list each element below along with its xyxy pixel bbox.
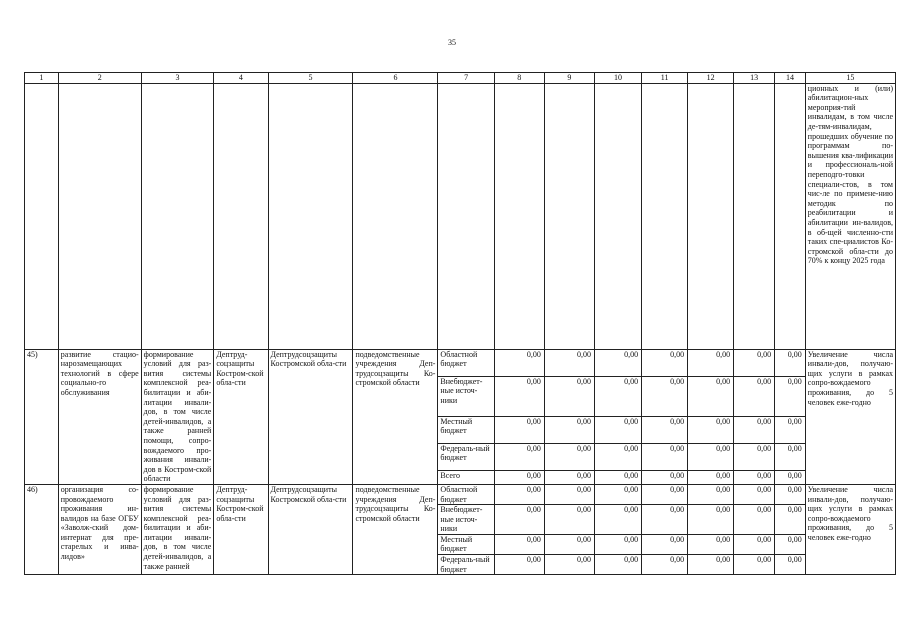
funding-value: 0,00	[688, 534, 734, 554]
funding-source: Местный бюджет	[438, 534, 494, 554]
continuation-row	[25, 83, 896, 349]
funding-value: 0,00	[594, 376, 641, 416]
funding-value: 0,00	[544, 470, 594, 484]
funding-source: Внебюджет-ные источ-ники	[438, 505, 494, 535]
funding-value: 0,00	[494, 555, 544, 575]
expected-result: Увеличение числа инвали-дов, получаю-щих услуги в рамках сопро-вождаемого проживания, до 5 человек еже-годно	[805, 484, 895, 574]
header-cell: 7	[438, 73, 494, 84]
header-cell: 6	[353, 73, 438, 84]
participants: подведомственные учреждения Деп-трудсоцзащиты Ко-стромской области	[353, 484, 438, 574]
funding-value: 0,00	[544, 484, 594, 504]
funding-value: 0,00	[544, 555, 594, 575]
funding-source: Областной бюджет	[438, 484, 494, 504]
header-cell: 13	[734, 73, 775, 84]
header-row	[25, 73, 896, 84]
funding-value: 0,00	[775, 484, 806, 504]
funding-value: 0,00	[594, 470, 641, 484]
funding-value: 0,00	[688, 376, 734, 416]
funding-value: 0,00	[734, 555, 775, 575]
measure-task: формирование условий для раз-вития системы комплексной реа-билитации и аби-литации инвали-дов, в том числе детей-инвалидов, а также ранней помощи, сопро-вождаемого про-живания инвали-дов в Костром-ской области	[141, 349, 214, 484]
funding-value: 0,00	[688, 416, 734, 443]
funding-value: 0,00	[494, 443, 544, 470]
funding-value: 0,00	[642, 484, 688, 504]
row-number: 46)	[25, 484, 59, 574]
funding-value: 0,00	[688, 470, 734, 484]
funding-value: 0,00	[775, 470, 806, 484]
funding-value: 0,00	[594, 484, 641, 504]
funding-value: 0,00	[642, 470, 688, 484]
row-number: 45)	[25, 349, 59, 484]
funding-value: 0,00	[594, 505, 641, 535]
funding-value: 0,00	[775, 555, 806, 575]
measure-name: развитие стацио-нарозамещающих технологий в сфере социально-го обслуживания	[58, 349, 141, 484]
funding-value: 0,00	[775, 416, 806, 443]
header-cell: 2	[58, 73, 141, 84]
funding-value: 0,00	[544, 534, 594, 554]
table-row	[25, 484, 896, 504]
executor: Дептруд-соцзащиты Костром-ской обла-сти	[214, 484, 268, 574]
header-cell: 10	[594, 73, 641, 84]
header-cell: 9	[544, 73, 594, 84]
funding-value: 0,00	[775, 505, 806, 535]
page-number: 35	[448, 38, 456, 47]
funding-value: 0,00	[594, 534, 641, 554]
participants: подведомственные учреждения Деп-трудсоцзащиты Ко-стромской области	[353, 349, 438, 484]
header-cell: 14	[775, 73, 806, 84]
funding-value: 0,00	[734, 534, 775, 554]
funding-value: 0,00	[494, 534, 544, 554]
funding-value: 0,00	[594, 416, 641, 443]
funding-value: 0,00	[642, 555, 688, 575]
funding-value: 0,00	[642, 376, 688, 416]
funding-value: 0,00	[642, 534, 688, 554]
result-continuation: ционных и (или) абилитацион-ных мероприя-тий инвалидам, в том числе де-тям-инвалидам, прошедших обучение по программам по-вышения ква-лификации и профессиональ-ной переподго-товки специали-стов, в том чис-ле по примене-нию методик по реабилитации и абилитации ин-валидов, в об-щей численно-сти таких спе-циалистов Ко-стромской обла-сти до 70% к концу 2025 года	[805, 83, 895, 349]
header-cell: 15	[805, 73, 895, 84]
header-cell: 8	[494, 73, 544, 84]
funding-value: 0,00	[494, 484, 544, 504]
funding-value: 0,00	[775, 376, 806, 416]
funding-value: 0,00	[734, 376, 775, 416]
executor: Дептруд-соцзащиты Костром-ской обла-сти	[214, 349, 268, 484]
funding-value: 0,00	[494, 376, 544, 416]
table-row	[25, 349, 896, 376]
measure-name: организация со-провождаемого проживания ин-валидов на базе ОГБУ «Заволж-ский дом-интернат для пре-старелых и инва-лидов»	[58, 484, 141, 574]
funding-value: 0,00	[642, 443, 688, 470]
funding-value: 0,00	[734, 349, 775, 376]
funding-source: Всего	[438, 470, 494, 484]
header-cell: 1	[25, 73, 59, 84]
funding-value: 0,00	[734, 416, 775, 443]
responsible: Дептрудсоцзащиты Костромской обла-сти	[268, 349, 353, 484]
funding-value: 0,00	[688, 443, 734, 470]
funding-value: 0,00	[734, 505, 775, 535]
funding-value: 0,00	[775, 443, 806, 470]
funding-value: 0,00	[734, 470, 775, 484]
funding-value: 0,00	[688, 349, 734, 376]
program-table	[24, 72, 896, 575]
funding-value: 0,00	[688, 505, 734, 535]
funding-value: 0,00	[642, 505, 688, 535]
funding-value: 0,00	[594, 349, 641, 376]
funding-value: 0,00	[544, 376, 594, 416]
funding-source: Внебюджет-ные источ-ники	[438, 376, 494, 416]
expected-result: Увеличение числа инвали-дов, получаю-щих услуги в рамках сопро-вождаемого проживания, до 5 человек еже-годно	[805, 349, 895, 484]
funding-value: 0,00	[734, 443, 775, 470]
funding-value: 0,00	[642, 349, 688, 376]
funding-value: 0,00	[688, 484, 734, 504]
funding-value: 0,00	[494, 349, 544, 376]
funding-value: 0,00	[688, 555, 734, 575]
responsible: Дептрудсоцзащиты Костромской обла-сти	[268, 484, 353, 574]
header-cell: 11	[642, 73, 688, 84]
funding-value: 0,00	[544, 416, 594, 443]
funding-value: 0,00	[544, 505, 594, 535]
header-cell: 3	[141, 73, 214, 84]
funding-value: 0,00	[642, 416, 688, 443]
header-cell: 4	[214, 73, 268, 84]
funding-value: 0,00	[544, 443, 594, 470]
header-cell: 12	[688, 73, 734, 84]
funding-value: 0,00	[775, 534, 806, 554]
funding-source: Федераль-ный бюджет	[438, 555, 494, 575]
funding-value: 0,00	[494, 470, 544, 484]
funding-source: Местный бюджет	[438, 416, 494, 443]
funding-value: 0,00	[494, 505, 544, 535]
funding-source: Областной бюджет	[438, 349, 494, 376]
header-cell: 5	[268, 73, 353, 84]
measure-task: формирование условий для раз-вития системы комплексной реа-билитации и аби-литации инвали-дов, в том числе детей-инвалидов, а также ранней	[141, 484, 214, 574]
funding-value: 0,00	[775, 349, 806, 376]
funding-value: 0,00	[734, 484, 775, 504]
funding-value: 0,00	[594, 443, 641, 470]
funding-value: 0,00	[594, 555, 641, 575]
funding-source: Федераль-ный бюджет	[438, 443, 494, 470]
funding-value: 0,00	[544, 349, 594, 376]
funding-value: 0,00	[494, 416, 544, 443]
